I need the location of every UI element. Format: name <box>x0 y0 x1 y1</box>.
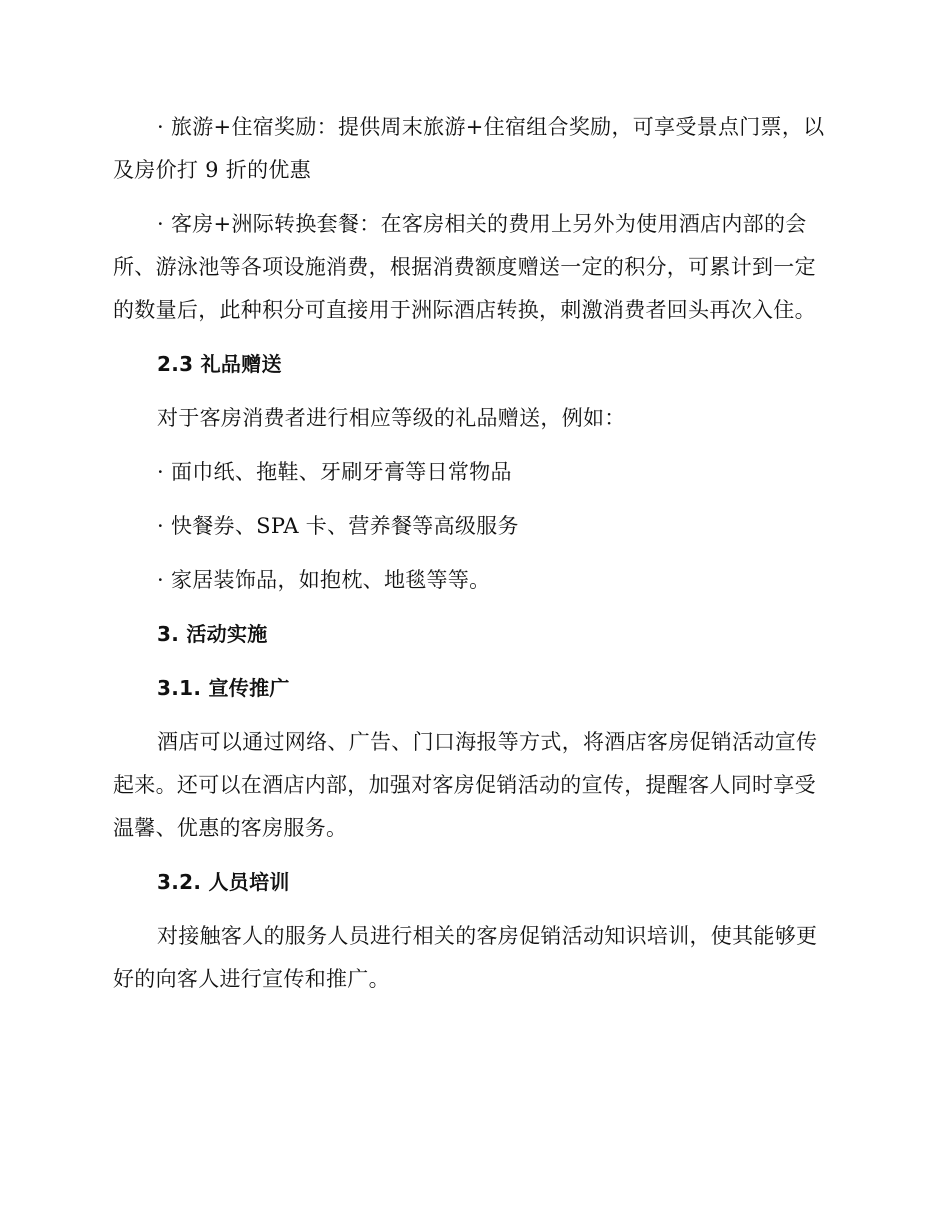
bullet-home-decor: · 家居装饰品，如抱枕、地毯等等。 <box>157 568 491 592</box>
section-heading-3-1: 3.1. 宣传推广 <box>157 676 290 700</box>
paragraph-promotion: 酒店可以通过网络、广告、门口海报等方式，将酒店客房促销活动宣传起来。还可以在酒店内部，加强对客房促销活动的宣传，提醒客人同时享受温馨、优惠的客房服务。 <box>113 730 818 840</box>
document-body <box>113 106 829 1001</box>
section-heading-3: 3. 活动实施 <box>157 622 268 646</box>
section-heading-2-3: 2.3 礼品赠送 <box>157 352 282 376</box>
bullet-travel-reward: · 旅游+住宿奖励：提供周末旅游+住宿组合奖励，可享受景点门票，以及房价打 9 折的优惠 <box>113 115 825 182</box>
paragraph-training: 对接触客人的服务人员进行相关的客房促销活动知识培训，使其能够更好的向客人进行宣传和推广。 <box>113 924 818 991</box>
bullet-premium-services: · 快餐券、SPA 卡、营养餐等高级服务 <box>157 514 519 538</box>
bullet-daily-items: · 面巾纸、拖鞋、牙刷牙膏等日常物品 <box>157 460 512 484</box>
bullet-room-intercontinental-package: · 客房+洲际转换套餐：在客房相关的费用上另外为使用酒店内部的会所、游泳池等各项设施消费，根据消费额度赠送一定的积分，可累计到一定的数量后，此种积分可直接用于洲际酒店转换，刺激消费者回头再次入住。 <box>113 212 816 322</box>
paragraph-gift-intro: 对于客房消费者进行相应等级的礼品赠送，例如： <box>157 406 626 430</box>
section-heading-3-2: 3.2. 人员培训 <box>157 870 290 894</box>
